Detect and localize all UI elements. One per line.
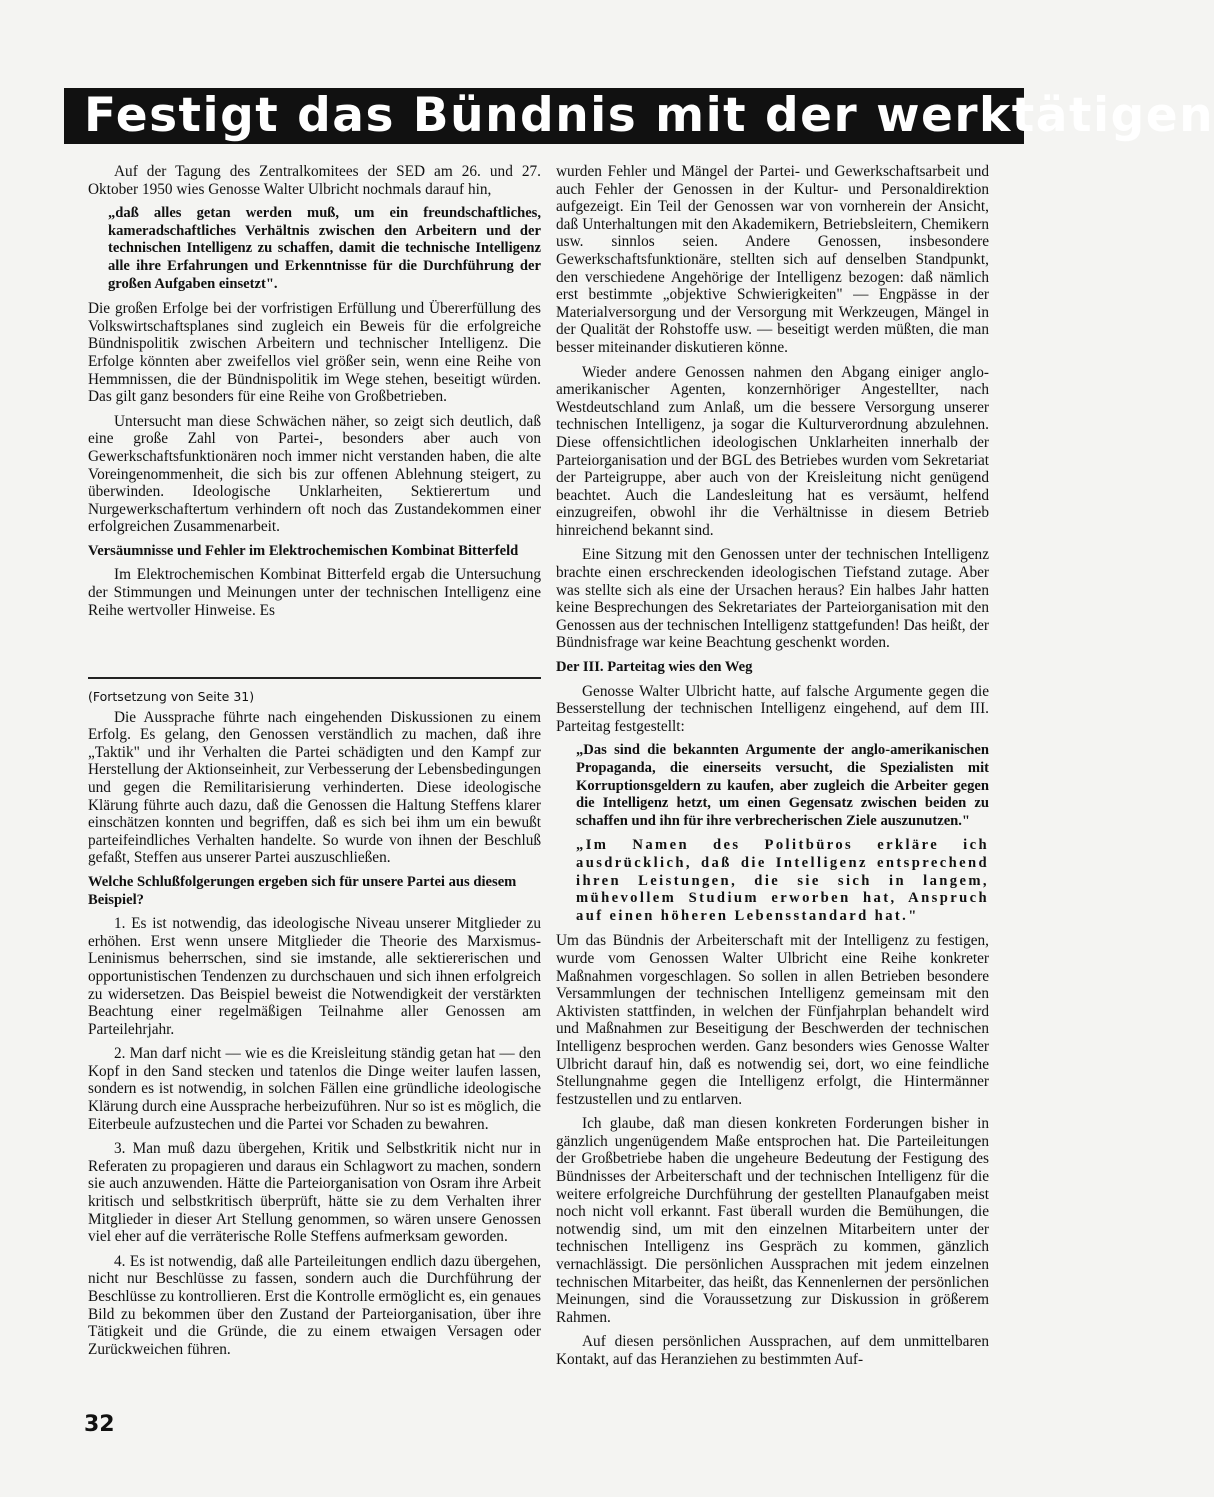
paragraph: Genosse Walter Ulbricht hatte, auf falsche Argumente gegen die Besserstellung der technischen Intelligenz eingehend, auf dem III. Parteitag festgestellt: <box>556 682 989 735</box>
paragraph: Im Elektrochemischen Kombinat Bitterfeld ergab die Untersuchung der Stimmungen und Meinungen unter der technischen Intelligenz eine Reihe wertvoller Hinweise. Es <box>88 566 541 619</box>
right-column <box>556 163 989 1376</box>
quote: „Im Namen des Politbüros erkläre ich ausdrücklich, daß die Intelligenz entsprechend ihren Leistungen, die sie sich in langem, mühevollem Studium erworben hat, Anspruch auf einen höheren Lebensstandard hat." <box>576 837 989 924</box>
paragraph: Die Aussprache führte nach eingehenden Diskussionen zu einem Erfolg. Es gelang, den Genossen verständlich zu machen, daß ihre „Taktik" und ihr Verhalten die Partei schädigten und den Kampf zur Herstellung der Aktionseinheit, zur Verbesserung der Lebensbedingungen und gegen die Remilitarisierung verhinderten. Diese ideologische Klärung führte auch dazu, daß die Genossen die Haltung Steffens klarer einschätzen konnten und begriffen, daß es sich bei ihm um ein bewußt parteifeindliches Verhalten handelte. So wurde von ihnen der Beschluß gefaßt, Steffen aus unserer Partei auszuschließen. <box>88 708 541 867</box>
continuation-label: (Fortsetzung von Seite 31) <box>88 689 255 704</box>
paragraph: Um das Bündnis der Arbeiterschaft mit der Intelligenz zu festigen, wurde vom Genossen Walter Ulbricht eine Reihe konkreter Maßnahmen vorgeschlagen. So sollen in allen Betrieben besondere Versammlungen der technischen Intelligenz gemeinsam mit den Aktivisten stattfinden, in welchen der Fünfjahrplan behandelt wird und Maßnahmen zur Beseitigung der Beschwerden der technischen Intelligenz besprochen werden. Ganz besonders wies Genosse Walter Ulbricht darauf hin, daß es notwendig sei, dort, wo eine feindliche Stellungnahme gegen die Intelligenz erfolgt, die Hintermänner festzustellen und zu entlarven. <box>556 932 989 1108</box>
headline: Festigt das Bündnis mit der werktätigen <box>84 88 1214 143</box>
section-heading: Der III. Parteitag wies den Weg <box>556 659 753 676</box>
numbered-point: 3. Man muß dazu übergehen, Kritik und Selbstkritik nicht nur in Referaten zu propagieren und daraus ein Schlagwort zu machen, sondern sie auch anzuwenden. Hätte die Parteiorganisation von Osram ihre Arbeit kritisch und selbstkritisch überprüft, hätte sie zu dem Verhalten ihrer Mitglieder in dieser Art Stellung genommen, so wären unsere Genossen viel eher auf die verräterische Rolle Steffens aufmerksam geworden. <box>88 1140 541 1246</box>
paragraph: Die großen Erfolge bei der vorfristigen Erfüllung und Übererfüllung des Volkswirtschaftsplanes sind zugleich ein Beweis für die erfolgreiche Bündnispolitik zwischen Arbeitern und technischer Intelligenz. Die Erfolge könnten aber zweifellos viel größer sein, wenn eine Reihe von Hemmnissen, die der Bündnispolitik im Wege stehen, beseitigt würden. Das gilt ganz besonders für eine Reihe von Großbetrieben. <box>88 300 541 406</box>
numbered-point: 4. Es ist notwendig, daß alle Parteileitungen endlich dazu übergehen, nicht nur Beschlüsse zu fassen, sondern auch die Durchführung der Beschlüsse zu kontrollieren. Erst die Kontrolle ermöglicht es, ein genaues Bild zu bekommen über den Zustand der Parteiorganisation, über ihre Tätigkeit und die Gründe, die zu einem etwaigen Versagen oder Zurückweichen führen. <box>88 1252 541 1358</box>
paragraph: wurden Fehler und Mängel der Partei- und Gewerkschaftsarbeit und auch Fehler der Genossen in der Kultur- und Personaldirektion aufgezeigt. Ein Teil der Genossen war von vornherein der Ansicht, daß Unterhaltungen mit den Akademikern, Betriebsleitern, Chemikern usw. sinnlos seien. Andere Genossen, insbesondere Gewerkschaftsfunktionäre, stellten sich auf denselben Standpunkt, den verschiedene Angehörige der Intelligenz bezogen: daß nämlich erst bestimmte „objektive Schwierigkeiten" — Engpässe in der Materialversorgung und der Versorgung mit Werkzeugen, Mängel in der Qualität der Rohstoffe usw. — beseitigt werden müßten, die man besser miteinander diskutieren könne. <box>556 163 989 356</box>
section-heading: Welche Schlußfolgerungen ergeben sich für unsere Partei aus diesem Beispiel? <box>88 873 517 908</box>
paragraph: Ich glaube, daß man diesen konkreten Forderungen bisher in gänzlich ungenügendem Maße entsprochen hat. Die Parteileitungen der Großbetriebe haben die ungeheure Bedeutung der Festigung des Bündnisses der Arbeiterschaft und der technischen Intelligenz für die weitere erfolgreiche Durchführung der gestellten Planaufgaben meist noch nicht voll erkannt. Fast überall wurden die Bemühungen, die notwendig sind, um mit den einzelnen Mitarbeitern unter der technischen Intelligenz ins Gespräch zu kommen, gänzlich vernachlässigt. Die persönlichen Aussprachen mit jedem einzelnen technischen Mitarbeiter, das heißt, das Kennenlernen der persönlichen Meinungen, sind die Voraussetzung zur Diskussion in größerem Rahmen. <box>556 1115 989 1326</box>
page-number: 32 <box>84 1412 115 1437</box>
quote: „daß alles getan werden muß, um ein freundschaftliches, kameradschaftliches Verhältnis zwischen den Arbeitern und der technischen Intelligenz zu schaffen, damit die technische Intelligenz alle ihre Erfahrungen und Erkenntnisse für die Durchführung der großen Aufgaben einsetzt". <box>108 205 541 292</box>
column-divider <box>88 677 541 679</box>
numbered-point: 1. Es ist notwendig, das ideologische Niveau unserer Mitglieder zu erhöhen. Erst wenn unsere Mitglieder die Theorie des Marxismus-Leninismus beherrschen, sind sie imstande, alle sektiererischen und opportunistischen Tendenzen zu durchschauen und sich ihnen erfolgreich zu widersetzen. Das Beispiel beweist die Notwendigkeit der verstärkten Beachtung einer regelmäßigen Teilnahme aller Genossen am Parteilehrjahr. <box>88 915 541 1038</box>
paragraph: Untersucht man diese Schwächen näher, so zeigt sich deutlich, daß eine große Zahl von Partei-, besonders aber auch von Gewerkschaftsfunktionären noch immer nicht verstanden haben, die alte Voreingenommenheit, die sich bis zur offenen Ablehnung steigert, zu überwinden. Ideologische Unklarheiten, Sektierertum und Nurgewerkschaftertum verhindern oft noch das Zustandekommen einer erfolgreichen Zusammenarbeit. <box>88 412 541 536</box>
quote: „Das sind die bekannten Argumente der anglo-amerikanischen Propaganda, die einerseits versucht, die Spezialisten mit Korruptionsgeldern zu kaufen, aber zugleich die Arbeiter gegen die Intelligenz hetzt, um einen Gegensatz zwischen beiden zu schaffen und ihn für ihre verbrecherischen Ziele auszunutzen." <box>576 742 989 829</box>
paragraph: Auf der Tagung des Zentralkomitees der SED am 26. und 27. Oktober 1950 wies Genosse Walter Ulbricht nochmals darauf hin, <box>88 163 541 198</box>
paragraph: Eine Sitzung mit den Genossen unter der technischen Intelligenz brachte einen erschreckenden ideologischen Tiefstand zutage. Aber was stellte sich als eine der Ursachen heraus? Ein halbes Jahr hatten keine Besprechungen des Sekretariates der Parteiorganisation mit den Genossen aus der technischen Intelligenz stattgefunden! Das heißt, der Bündnisfrage war keine Beachtung geschenkt worden. <box>556 546 989 652</box>
paragraph: Auf diesen persönlichen Aussprachen, auf dem unmittelbaren Kontakt, auf das Heranziehen zu bestimmten Auf- <box>556 1333 989 1368</box>
headline-banner <box>64 88 1214 144</box>
numbered-point: 2. Man darf nicht — wie es die Kreisleitung ständig getan hat — den Kopf in den Sand stecken und tatenlos die Dinge weiter laufen lassen, sondern es ist notwendig, in solchen Fällen eine gründliche ideologische Klärung durch eine Aussprache herbeizuführen. Nur so ist es möglich, die Eiterbeule aufzustechen und die Partei vor Schaden zu bewahren. <box>88 1045 541 1133</box>
left-column-top <box>88 163 541 626</box>
left-column-continuation <box>88 686 541 1365</box>
section-heading: Versäumnisse und Fehler im Elektrochemischen Kombinat Bitterfeld <box>88 542 519 559</box>
paragraph: Wieder andere Genossen nahmen den Abgang einiger anglo-amerikanischer Agenten, konzernhöriger Angestellter, nach Westdeutschland zum Anlaß, um die bessere Versorgung unserer technischen Intelligenz, ja sogar die Kulturverordnung abzulehnen. Diese offensichtlichen ideologischen Unklarheiten innerhalb der Parteiorganisation und der BGL des Betriebes wurden vom Sekretariat der Parteigruppe, aber auch von der Kreisleitung nicht genügend beachtet. Auch die Landesleitung hat es versäumt, helfend einzugreifen, obwohl ihr die Verhältnisse in diesem Betrieb hinreichend bekannt sind. <box>556 363 989 539</box>
